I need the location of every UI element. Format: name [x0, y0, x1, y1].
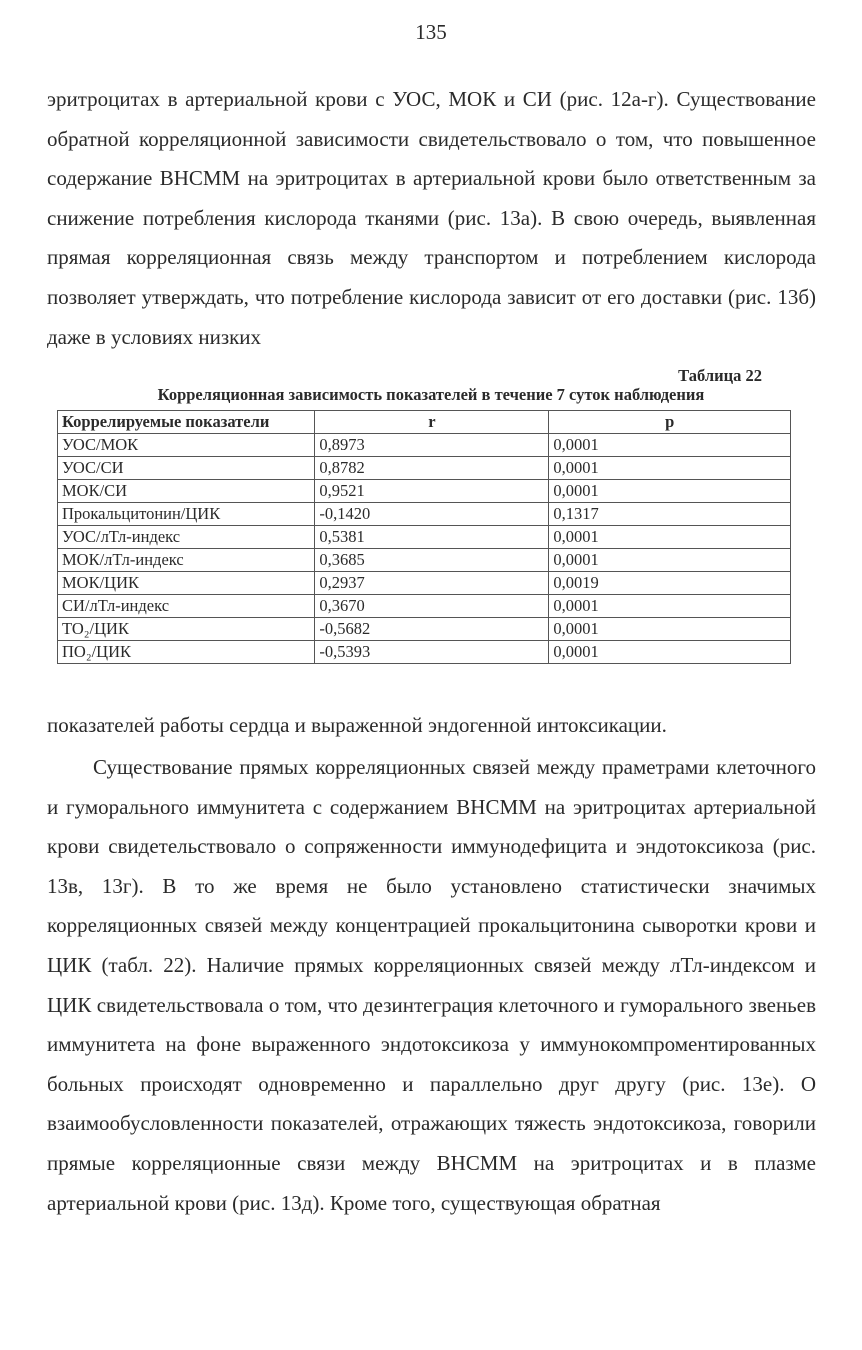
page-number: 135: [415, 20, 447, 44]
table-row: [58, 480, 791, 503]
cell-p: 0,0001: [549, 641, 791, 664]
cell-r: 0,8973: [315, 434, 549, 457]
cell-r: -0,5682: [315, 618, 549, 641]
table-title: Корреляционная зависимость показателей в течение 7 суток наблюдения: [157, 385, 705, 404]
header-r: r: [315, 411, 549, 434]
cell-indicator: ПО₂/ЦИК: [58, 641, 315, 664]
paragraph-2: показателей работы сердца и выраженной эндогенной интоксикации.: [47, 713, 667, 737]
cell-indicator: МОК/СИ: [58, 480, 315, 503]
cell-r: -0,5393: [315, 641, 549, 664]
table-row: [58, 618, 791, 641]
cell-r: -0,1420: [315, 503, 549, 526]
cell-indicator: УОС/МОК: [58, 434, 315, 457]
table-row: [58, 572, 791, 595]
cell-p: 0,0001: [549, 595, 791, 618]
cell-indicator: МОК/лТл-индекс: [58, 549, 315, 572]
table-row: [58, 641, 791, 664]
cell-indicator: СИ/лТл-индекс: [58, 595, 315, 618]
cell-r: 0,9521: [315, 480, 549, 503]
cell-r: 0,8782: [315, 457, 549, 480]
cell-indicator: Прокальцитонин/ЦИК: [58, 503, 315, 526]
table-row: [58, 434, 791, 457]
cell-indicator: УОС/лТл-индекс: [58, 526, 315, 549]
table-label: Таблица 22: [678, 366, 762, 385]
cell-p: 0,0001: [549, 526, 791, 549]
cell-p: 0,0001: [549, 434, 791, 457]
cell-p: 0,0001: [549, 549, 791, 572]
cell-p: 0,0019: [549, 572, 791, 595]
cell-p: 0,0001: [549, 480, 791, 503]
table-row: [58, 457, 791, 480]
table-row: [58, 595, 791, 618]
table-header-row: [58, 411, 791, 434]
table-row: [58, 503, 791, 526]
header-indicators: Коррелируемые показатели: [58, 411, 315, 434]
cell-r: 0,3685: [315, 549, 549, 572]
cell-r: 0,2937: [315, 572, 549, 595]
paragraph-1: эритроцитах в артериальной крови с УОС, МОК и СИ (рис. 12а-г). Существование обратной корреляционной зависимости свидетельствовало о том, что повышенное содержание ВНСММ на эритроцитах в артериальной крови было ответственным за снижение потребления кислорода тканями (рис. 13а). В свою очередь, выявленная прямая корреляционная связь между транспортом и потреблением кислорода позволяет утверждать, что потребление кислорода зависит от его доставки (рис. 13б) даже в условиях низких: [47, 87, 816, 349]
cell-indicator: МОК/ЦИК: [58, 572, 315, 595]
cell-p: 0,1317: [549, 503, 791, 526]
correlation-table: [57, 410, 791, 664]
paragraph-3: Существование прямых корреляционных связей между праметрами клеточного и гуморального иммунитета с содержанием ВНСММ на эритроцитах артериальной крови свидетельствовало о сопряженности иммунодефицита и эндотоксикоза (рис. 13в, 13г). В то же время не было установлено статистически значимых корреляционных связей между концентрацией прокальцитонина сыворотки крови и ЦИК (табл. 22). Наличие прямых корреляционных связей между лТл-индексом и ЦИК свидетельствовала о том, что дезинтеграция клеточного и гуморального звеньев иммунитета на фоне выраженного эндотоксикоза у иммунокомпроментированных больных происходят одновременно и параллельно друг другу (рис. 13е). О взаимообусловленности показателей, отражающих тяжесть эндотоксикоза, говорили прямые корреляционные связи между ВНСММ на эритроцитах и в плазме артериальной крови (рис. 13д). Кроме того, существующая обратная: [47, 755, 816, 1215]
table-row: [58, 526, 791, 549]
cell-indicator: ТО₂/ЦИК: [58, 618, 315, 641]
cell-r: 0,3670: [315, 595, 549, 618]
cell-indicator: УОС/СИ: [58, 457, 315, 480]
table-row: [58, 549, 791, 572]
header-p: p: [549, 411, 791, 434]
cell-r: 0,5381: [315, 526, 549, 549]
cell-p: 0,0001: [549, 457, 791, 480]
cell-p: 0,0001: [549, 618, 791, 641]
